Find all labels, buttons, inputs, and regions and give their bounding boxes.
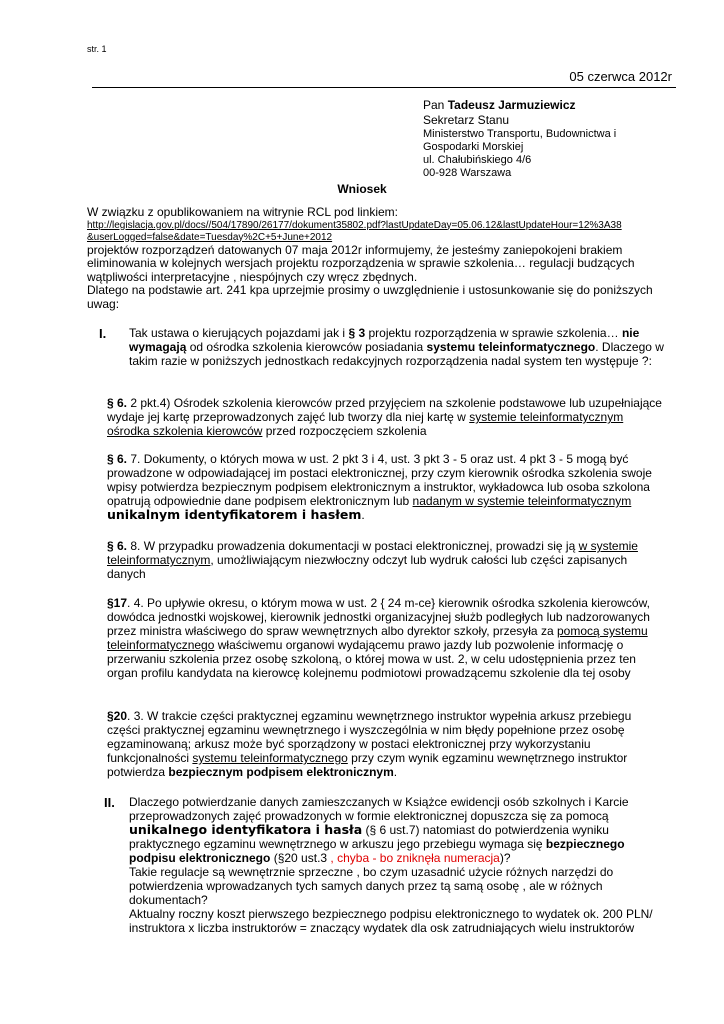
p174-t2: właściwemu organowi wydającemu prawo jazdy lub pozwolenie informację o przerwaniu szkolenia przez osobę szkoloną, o której mowa w ust. 2, w celu udostępnienia przez ten organ profilu kandydata na kierowcę kolejnemu podmiotowi prowadzącemu szkolenie dla tej osoby [107, 638, 636, 680]
section-numeral-2: II. [104, 795, 115, 810]
rcl-link-line1[interactable]: http://legislacja.gov.pl/docs//504/17890/26177/dokument35802.pdf?lastUpdateDay=05.06.12&lastUpdateHour=12%3A38 [87, 219, 622, 231]
addressee-street: ul. Chałubińskiego 4/6 [423, 154, 532, 166]
s2-q3: Aktualny roczny koszt pierwszego bezpiecznego podpisu elektronicznego to wydatek ok. 200 PLN/ instruktora x liczba instruktorów = znaczący wydatek dla osk zatrudniających wielu instruktorów [129, 907, 653, 935]
addressee-block [423, 98, 616, 180]
paragraph-17-4 [107, 596, 667, 680]
intro-closing: Dlatego na podstawie art. 241 kpa uprzejmie prosimy o uwzględnienie i ustosunkowanie się do poniższych uwag: [87, 283, 653, 311]
s2-b1: bezpiecznego podpisu elektronicznego [129, 837, 625, 865]
s1-b: § 3 [348, 326, 366, 340]
p174-ref: §17 [107, 596, 128, 610]
document-heading: Wniosek [337, 182, 387, 196]
paragraph-6-7 [107, 452, 667, 522]
addressee-org-line1: Ministerstwo Transportu, Budownictwa i [423, 128, 617, 140]
s1-d: nie wymagają [129, 326, 640, 354]
addressee-name-line [423, 98, 616, 113]
p203-t1: . 3. W trakcie części praktycznej egzaminu wewnętrznego instruktor wypełnia arkusz przebiegu części praktycznej egzaminu wewnętrznego i wyszczególnia w nim błędy popełnione przez osobę egzaminowaną; arkusz może być sporządzony w postaci elektronicznej przy wykorzystaniu funkcjonalności [107, 709, 632, 765]
p203-u1: systemu teleinformatycznego [192, 751, 348, 765]
s2-t1: Dlaczego potwierdzanie danych zamieszczanych w Książce ewidencji osób szkolnych i Karcie przeprowadzonych zajęć prowadzonych w formie elektronicznej dopuszcza się za pomocą [129, 795, 629, 823]
p203-t3: . [393, 765, 398, 779]
s1-f: systemu teleinformatycznego [426, 340, 596, 354]
section1-text [129, 326, 669, 368]
p174-t1: . 4. Po upływie okresu, o którym mowa w ust. 2 { 24 m-ce} kierownik ośrodka szkolenia kierowców, dowódca jednostki wojskowej, kierownik jednostki organizacyjnej służb podległych lub nadzorowanych przez ministra właściwego do spraw wewnętrznych albo dyrektor szkoły, przesyła za [107, 596, 650, 638]
p67-ref: § 6. [107, 452, 128, 466]
paragraph-6-8 [107, 539, 667, 581]
addressee-org-line2: Gospodarki Morskiej [423, 141, 524, 153]
section2-text [129, 795, 674, 935]
document-date: 05 czerwca 2012r [569, 69, 672, 84]
p203-ref: §20 [107, 709, 128, 723]
intro-line1: W związku z opublikowaniem na witrynie RCL pod linkiem: [87, 205, 399, 219]
p62-ref: § 6. [107, 396, 128, 410]
rcl-link-line2[interactable]: &userLogged=false&date=Tuesday%2C+5+June+2012 [87, 231, 333, 243]
addressee-name: Tadeusz Jarmuziewicz [447, 98, 576, 112]
s2-t4: )? [499, 851, 511, 865]
p68-t1: 8. W przypadku prowadzenia dokumentacji w postaci elektronicznej, prowadzi się ją [130, 539, 576, 553]
p68-ref: § 6. [107, 539, 128, 553]
p67-t2: . [361, 508, 365, 522]
s1-g: . Dlaczego w takim razie w poniższych jednostkach redakcyjnych rozporządzenia nadal system ten występuje ?: [129, 340, 664, 368]
s1-c: projektu rozporządzenia w sprawie szkolenia… [368, 326, 619, 340]
intro-block [87, 206, 682, 311]
addressee-title: Sekretarz Stanu [423, 113, 510, 127]
p62-t2: przed rozpoczęciem szkolenia [265, 424, 427, 438]
section-numeral-1: I. [99, 326, 107, 341]
intro-body: projektów rozporządzeń datowanych 07 maja 2012r informujemy, że jesteśmy zaniepokojeni brakiem eliminowania w kolejnych wersjach projektu rozporządzenia w sprawie szkolenia… regulacji budzących wątpliwości interpretacyjne , niespójnych czy wręcz zbędnych. [87, 242, 635, 284]
p203-b1: bezpiecznym podpisem elektronicznym [168, 765, 394, 779]
s2-t2: (§ 6 ust.7) natomiast do potwierdzenia wyniku praktycznego egzaminu wewnętrznego w arkuszu jego przebiegu wymaga się [129, 823, 609, 851]
page-number: str. 1 [87, 44, 107, 54]
p203-t2: przy czym wynik egzaminu wewnętrznego instruktor potwierdza [107, 751, 628, 779]
s1-e: od ośrodka szkolenia kierowców posiadania [189, 340, 424, 354]
header-divider [92, 87, 676, 88]
addressee-city: 00-928 Warszawa [423, 167, 512, 179]
p67-big: unikalnym identyfikatorem i hasłem [107, 507, 362, 522]
paragraph-20-3 [107, 709, 667, 779]
p174-u1: pomocą systemu teleinformatycznego [107, 624, 648, 652]
p68-u1: w systemie teleinformatycznym [107, 539, 638, 567]
s1-a: Tak ustawa o kierujących pojazdami jak i [129, 326, 346, 340]
p62-t1: 2 pkt.4) Ośrodek szkolenia kierowców przed przyjęciem na szkolenie podstawowe lub uzupełniające wydaje jej kartę przeprowadzonych zajęć lub tworzy dla niej kartę w [107, 396, 662, 424]
p67-t1: 7. Dokumenty, o których mowa w ust. 2 pkt 3 i 4, ust. 3 pkt 3 - 5 oraz ust. 4 pkt 3 - 5 mogą być prowadzone w odpowiadającej im postaci elektronicznej, przy czym kierownik ośrodka szkolenia swoje wpisy potwierdza bezpiecznym podpisem elektronicznym a instruktor, wykładowca lub osoba szkolona opatrują odpowiednie dane podpisem elektronicznym lub [107, 452, 652, 508]
addressee-salutation: Pan [423, 98, 445, 112]
s2-q2: Takie regulacje są wewnętrznie sprzeczne , bo czym uzasadnić użycie różnych narzędzi do potwierdzenia wprowadzanych tych samych danych przez tą samą osobę , ale w różnych dokumentach? [129, 865, 614, 907]
s2-t3: (§20 ust.3 [273, 851, 328, 865]
p68-t2: , umożliwiającym niezwłoczny odczyt lub wydruk całości lub części zapisanych danych [107, 553, 628, 581]
p67-u1: nadanym w systemie teleinformatycznym [412, 494, 632, 508]
p62-u1: systemie teleinformatycznym ośrodka szkolenia kierowców [107, 410, 624, 438]
paragraph-6-2 [107, 396, 667, 438]
s2-big: unikalnego identyfikatora i hasła [129, 822, 363, 837]
s2-red-note: , chyba - bo zniknęła numeracja [330, 851, 500, 865]
